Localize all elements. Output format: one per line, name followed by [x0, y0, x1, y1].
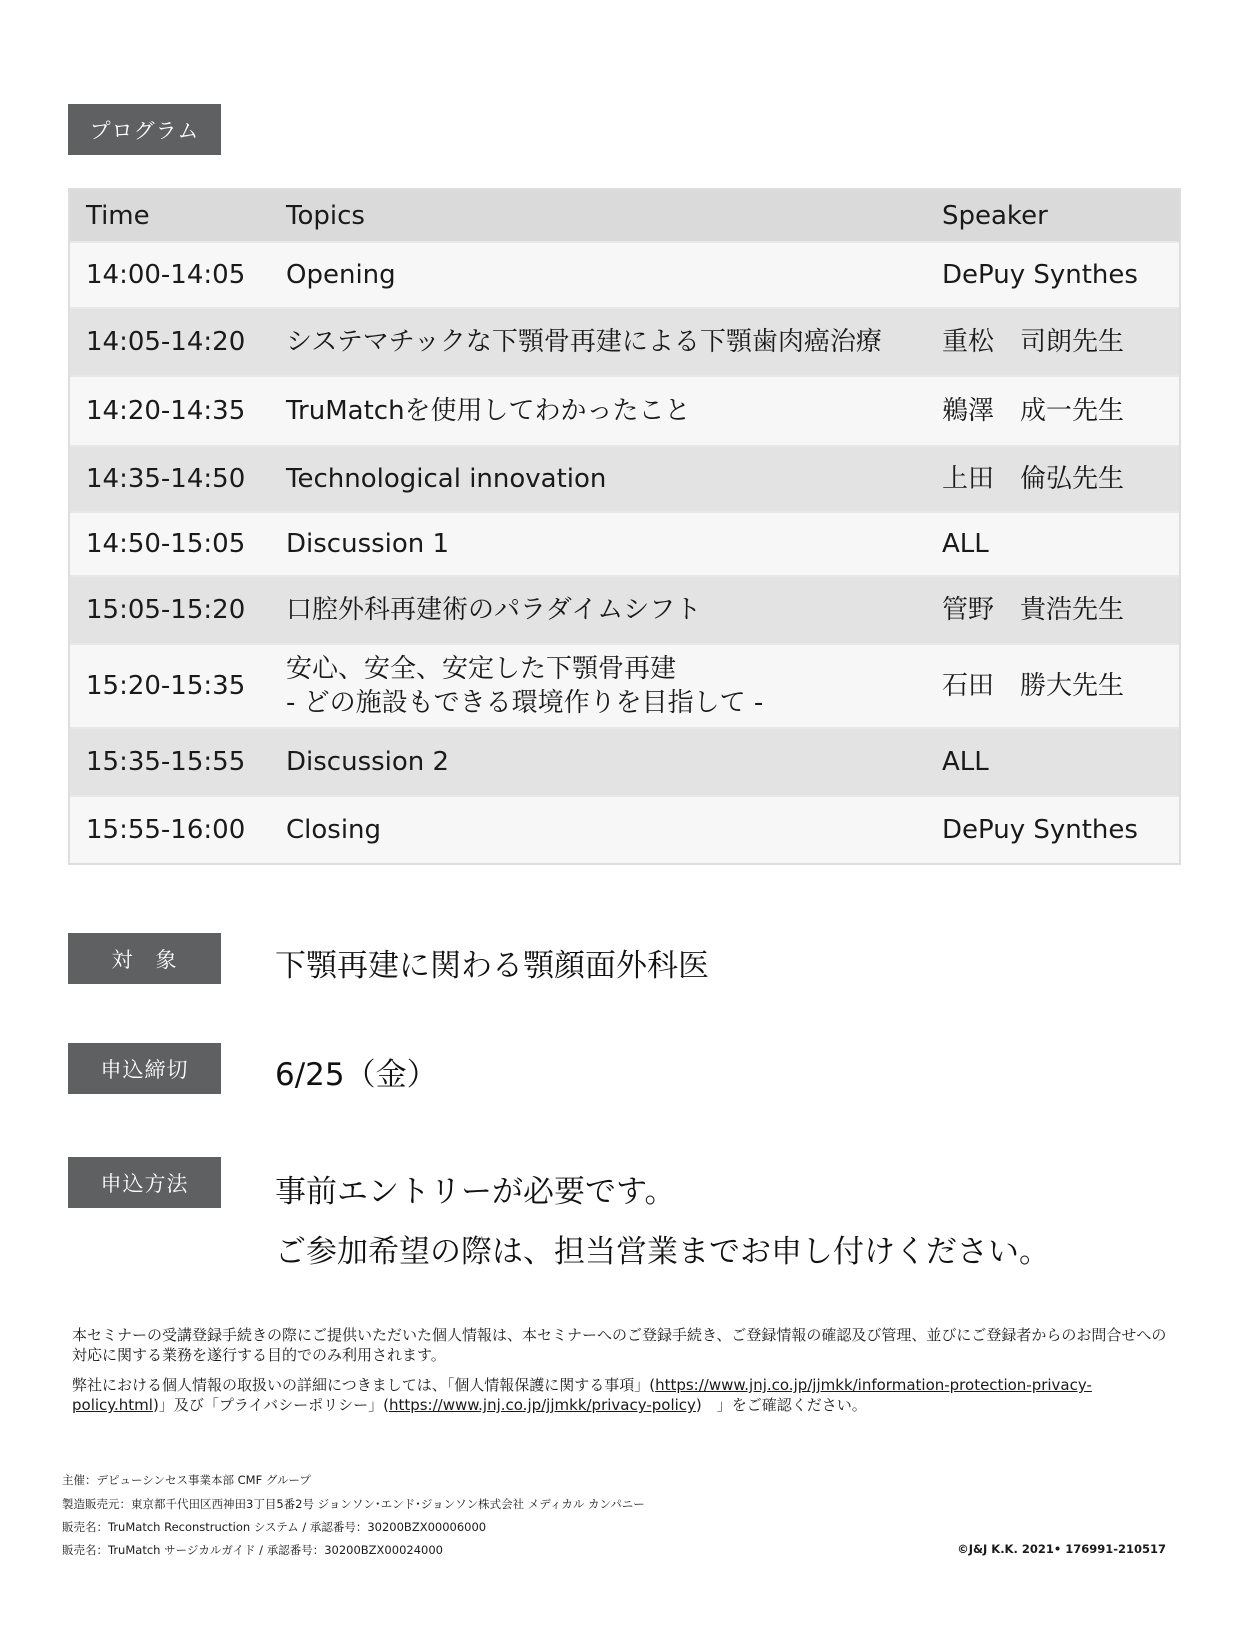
table-body [70, 241, 1179, 863]
method-text-line1: 事前エントリーが必要です。 [275, 1174, 676, 1210]
table-header-row [70, 190, 1179, 241]
table-row [70, 575, 1179, 643]
row-time: 15:20-15:35 [86, 671, 246, 701]
table-row [70, 795, 1179, 863]
row-topic [272, 325, 932, 359]
program-label: プログラム [68, 104, 221, 155]
row-topic-line: Technological innovation [286, 464, 607, 494]
target-text: 下顎再建に関わる顎顔面外科医 [275, 948, 709, 984]
row-speaker: 重松 司朗先生 [942, 327, 1125, 357]
table-row [70, 511, 1179, 575]
row-topic [272, 652, 932, 720]
table-row [70, 445, 1179, 511]
footer-product-2: 販売名：TruMatch サージカルガイド / 承認番号：30200BZX00024000 [62, 1543, 443, 1557]
notice-text-mid: )」及び「プライバシーポリシー」( [152, 1396, 389, 1414]
row-time: 15:55-16:00 [86, 815, 246, 845]
row-topic-line: 安心、安全、安定した下顎骨再建 [286, 654, 677, 684]
deadline-label: 申込締切 [68, 1043, 221, 1094]
row-topic [272, 394, 932, 428]
copyright: ©J&J K.K. 2021• 176991-210517 [957, 1542, 1166, 1556]
row-time: 15:35-15:55 [86, 747, 246, 777]
row-topic-line: Discussion 2 [286, 747, 450, 777]
row-speaker: 上田 倫弘先生 [942, 464, 1125, 494]
privacy-policy-link[interactable]: https://www.jnj.co.jp/jjmkk/privacy-policy [388, 1396, 696, 1414]
row-speaker: ALL [942, 529, 989, 559]
table-row [70, 375, 1179, 445]
table-row [70, 727, 1179, 795]
row-topic-subline: - どの施設もできる環境作りを目指して - [286, 688, 764, 718]
row-speaker: 石田 勝大先生 [942, 671, 1125, 701]
row-topic-line: Opening [286, 260, 396, 290]
row-topic [272, 745, 932, 779]
table-row [70, 307, 1179, 375]
row-time: 14:00-14:05 [86, 260, 246, 290]
row-topic-line: システマチックな下顎骨再建による下顎歯肉癌治療 [286, 327, 882, 357]
table-row [70, 241, 1179, 307]
privacy-notice-2 [72, 1375, 1172, 1415]
row-topic-line: Discussion 1 [286, 529, 450, 559]
row-time: 14:05-14:20 [86, 327, 246, 357]
row-time: 14:20-14:35 [86, 396, 246, 426]
row-speaker: DePuy Synthes [942, 815, 1138, 845]
row-time: 14:50-15:05 [86, 529, 246, 559]
method-text-line2: ご参加希望の際は、担当営業までお申し付けください。 [275, 1234, 1050, 1270]
header-topics: Topics [286, 200, 365, 231]
deadline-text: 6/25（金） [275, 1057, 438, 1093]
footer-product-1: 販売名：TruMatch Reconstruction システム / 承認番号：30200BZX00006000 [62, 1520, 487, 1534]
row-time: 14:35-14:50 [86, 464, 246, 494]
row-topic [272, 258, 932, 292]
row-topic [272, 462, 932, 496]
row-topic-line: TruMatchを使用してわかったこと [286, 396, 691, 426]
header-time: Time [86, 200, 150, 231]
row-topic-line: Closing [286, 815, 382, 845]
row-topic [272, 593, 932, 627]
notice-text-suffix: ) 」をご確認ください。 [695, 1396, 867, 1414]
privacy-protection-link[interactable]: https://www.jnj.co.jp/jjmkk/information-protection-privacy-policy.html [72, 1376, 1092, 1414]
row-time: 15:05-15:20 [86, 595, 246, 625]
privacy-notice-1: 本セミナーの受講登録手続きの際にご提供いただいた個人情報は、本セミナーへのご登録手続き、ご登録情報の確認及び管理、並びにご登録者からのお問合せへの対応に関する業務を遂行する目的でのみ利用されます。 [72, 1326, 1167, 1364]
row-topic [272, 527, 932, 561]
notice-text-prefix: 弊社における個人情報の取扱いの詳細につきましては、「個人情報保護に関する事項」( [72, 1376, 656, 1394]
row-speaker: 鵜澤 成一先生 [942, 396, 1125, 426]
footer-organizer: 主催：デピューシンセス事業本部 CMF グループ [62, 1473, 311, 1487]
row-speaker: ALL [942, 747, 989, 777]
row-speaker: 管野 貴浩先生 [942, 595, 1125, 625]
header-speaker: Speaker [942, 200, 1048, 231]
row-speaker: DePuy Synthes [942, 260, 1138, 290]
program-table [68, 188, 1181, 865]
row-topic [272, 813, 932, 847]
target-label: 対 象 [68, 933, 221, 984]
method-label: 申込方法 [68, 1157, 221, 1208]
footer-manufacturer: 製造販売元：東京都千代田区西神田3丁目5番2号 ジョンソン･エンド･ジョンソン株式会社 メディカル カンパニー [62, 1497, 645, 1511]
table-row [70, 643, 1179, 727]
row-topic-line: 口腔外科再建術のパラダイムシフト [286, 595, 702, 625]
